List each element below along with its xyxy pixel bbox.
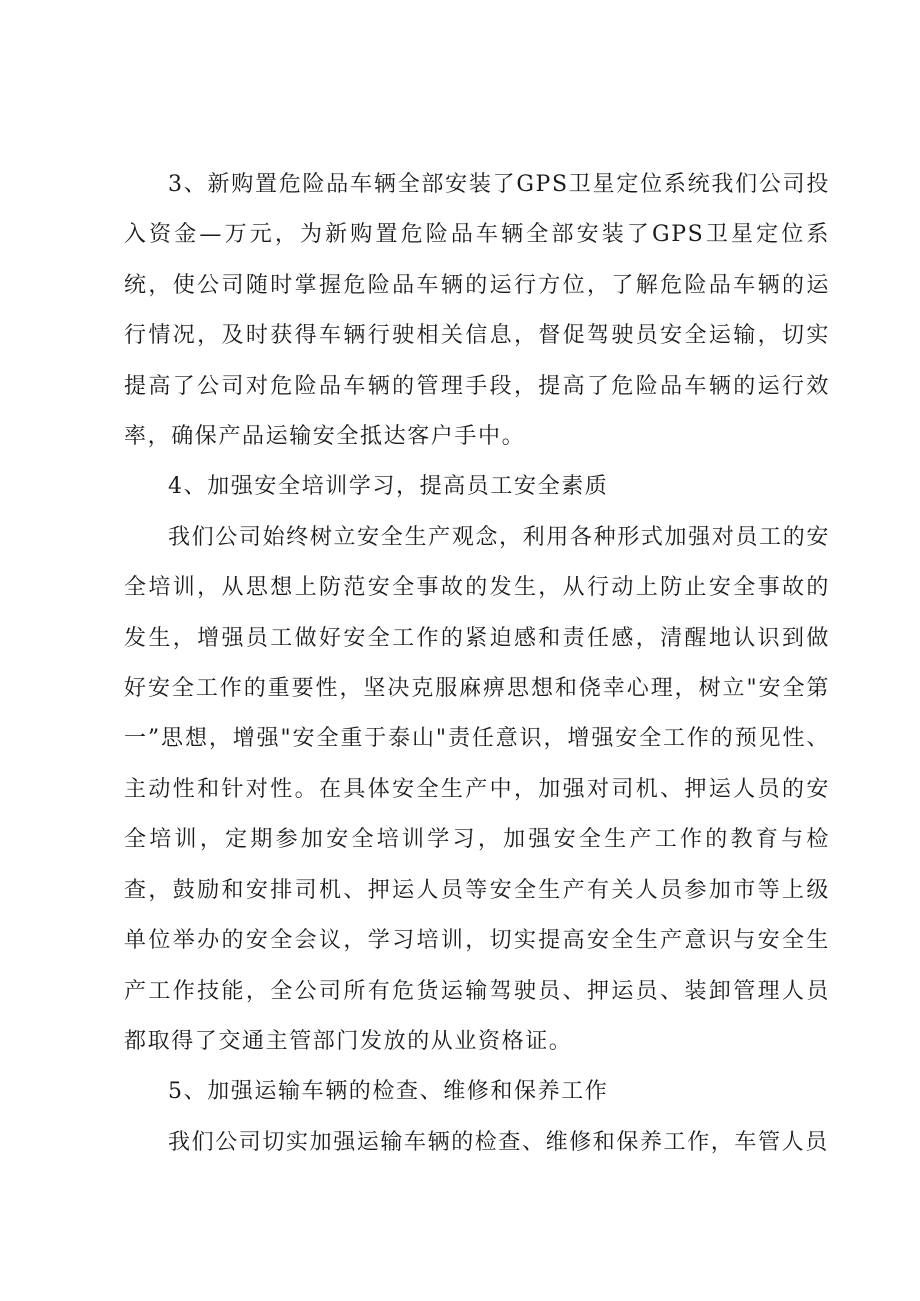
paragraph-safety-training: 我们公司始终树立安全生产观念，利用各种形式加强对员工的安全培训，从思想上防范安全事故的发生，从行动上防止安全事故的发生，增强员工做好安全工作的紧迫感和责任感，清醒地认识到做好安全工作的重要性，坚决克服麻痹思想和侥幸心理，树立"安全第一”思想，增强"安全重于泰山"责任意识，增强安全工作的预见性、主动性和针对性。在具体安全生产中，加强对司机、押运人员的安全培训，定期参加安全培训学习，加强安全生产工作的教育与检查，鼓励和安排司机、押运人员等安全生产有关人员参加市等上级单位举办的安全会议，学习培训，切实提高安全生产意识与安全生产工作技能，全公司所有危货运输驾驶员、押运员、装卸管理人员都取得了交通主管部门发放的从业资格证。 xyxy=(124,524,830,1054)
section-heading-safety-training: 4、加强安全培训学习，提高员工安全素质 xyxy=(168,474,609,500)
paragraph-vehicle-maintenance: 我们公司切实加强运输车辆的检查、维修和保养工作，车管人员 xyxy=(168,1129,829,1155)
document-body xyxy=(124,160,830,1168)
paragraph-gps-installation: 3、新购置危险品车辆全部安装了GPS卫星定位系统我们公司投入资金—万元，为新购置危险品车辆全部安装了GPS卫星定位系统，使公司随时掌握危险品车辆的运行方位，了解危险品车辆的运行情况，及时获得车辆行驶相关信息，督促驾驶员安全运输，切实提高了公司对危险品车辆的管理手段，提高了危险品车辆的运行效率，确保产品运输安全抵达客户手中。 xyxy=(124,172,830,450)
section-heading-vehicle-maintenance: 5、加强运输车辆的检查、维修和保养工作 xyxy=(168,1079,609,1105)
